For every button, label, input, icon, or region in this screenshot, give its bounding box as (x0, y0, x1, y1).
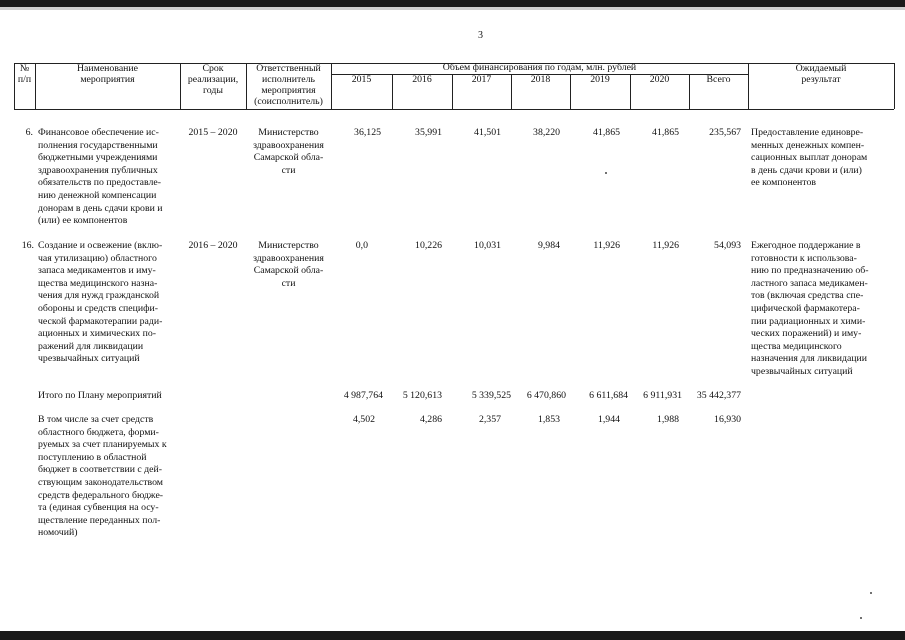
totals-label: Итого по Плану мероприятий (38, 390, 162, 401)
header-bottom-rule (14, 109, 894, 110)
including-line: средств федерального бюдже- (38, 489, 164, 501)
row-name-line: донорам в день сдачи крови и (38, 202, 163, 214)
row-responsible-line: Самарской обла- (253, 265, 324, 277)
header-result: результат (801, 74, 841, 85)
row-value: 41,865 (652, 127, 679, 138)
header-term: Срок (202, 63, 224, 74)
row-total: 235,567 (709, 127, 741, 138)
totals-value: 4 987,764 (343, 390, 383, 401)
header-year: 2017 (471, 74, 492, 85)
row-value: 38,220 (533, 127, 560, 138)
row-responsible-line: Самарской обла- (253, 152, 324, 164)
row-value: 9,984 (537, 240, 560, 251)
row-name-line: чения для нужд гражданской (38, 290, 160, 302)
row-number: 16. (21, 240, 34, 251)
header-responsible: исполнитель (262, 74, 315, 85)
header-year: 2018 (530, 74, 551, 85)
row-name-line: запаса медикаментов и иму- (38, 265, 156, 277)
row-name-line: полнения государственными (38, 139, 158, 151)
including-line: В том числе за счет средств (38, 414, 154, 425)
row-responsible-line: Министерство (258, 127, 319, 138)
row-name-line: ражений для ликвидации (38, 340, 144, 352)
header-col-divider (894, 63, 895, 109)
row-responsible-line: сти (281, 277, 296, 289)
row-name-line: щества медицинского назна- (38, 277, 158, 289)
header-finance-title: Объем финансирования по годам, млн. рублей (442, 62, 637, 73)
row-value: 36,125 (354, 127, 381, 138)
totals-value: 6 470,860 (526, 390, 566, 401)
including-value: 1,944 (597, 414, 620, 425)
row-term: 2015 – 2020 (188, 127, 238, 138)
header-name: Наименование (76, 63, 139, 74)
scan-bottom-border (0, 631, 905, 640)
including-line: та (единая субвенция на осу- (38, 502, 159, 514)
row-name-line: ческой фармакотерапии ради- (38, 315, 163, 327)
row-result-line: Предоставление единовре- (751, 127, 864, 138)
header-term: реализации, (187, 74, 239, 85)
row-value: 35,991 (415, 127, 442, 138)
including-value: 4,286 (419, 414, 442, 425)
scan-speck (605, 172, 607, 174)
totals-value: 5 120,613 (402, 390, 442, 401)
including-line: номочий) (38, 527, 78, 539)
row-name-line: здравоохранения публичных (38, 164, 158, 176)
row-value: 11,926 (652, 240, 679, 251)
header-year: 2020 (649, 74, 670, 85)
row-name-line: Создание и освежение (вклю- (38, 240, 163, 251)
including-line: бюджет в соответствии с дей- (38, 464, 163, 476)
row-number: 6. (25, 127, 33, 138)
including-line: поступлению в областной (38, 451, 147, 463)
totals-value: 5 339,525 (471, 390, 511, 401)
row-name-line: обороны и средств специфи- (38, 303, 158, 314)
header-num-sub: п/п (17, 74, 32, 85)
row-result-line: пии радиационных и хими- (751, 315, 866, 327)
row-result-line: щества медицинского (751, 340, 842, 352)
row-value: 0,0 (355, 240, 368, 251)
totals-total: 35 442,377 (696, 390, 741, 401)
row-name-line: ационных и химических по- (38, 328, 157, 340)
scan-speck (860, 617, 862, 619)
including-value: 2,357 (478, 414, 501, 425)
header-responsible: Ответственный (256, 63, 321, 74)
row-result-line: нию по предназначению об- (751, 265, 869, 277)
row-responsible-line: здравоохранения (253, 139, 324, 151)
row-value: 10,226 (415, 240, 442, 251)
row-term: 2016 – 2020 (188, 240, 238, 251)
row-result-line: готовности к использова- (751, 252, 857, 264)
row-result-line: в день сдачи крови и (или) (751, 164, 862, 176)
row-name-line: обязательств по предоставле- (38, 177, 161, 189)
row-responsible-line: сти (281, 164, 296, 176)
row-name-line: Финансовое обеспечение ис- (38, 127, 159, 138)
header-name: мероприятия (80, 74, 135, 85)
header-year: 2015 (351, 74, 372, 85)
row-result-line: цифической фармакотера- (751, 303, 860, 314)
header-responsible: (соисполнитель) (254, 96, 323, 107)
row-result-line: сационных выплат донорам (751, 152, 868, 164)
header-responsible: мероприятия (261, 85, 316, 96)
row-result-line: ее компонентов (751, 177, 816, 189)
row-value: 41,865 (593, 127, 620, 138)
row-responsible-line: Министерство (258, 240, 319, 251)
totals-value: 6 911,931 (643, 390, 682, 401)
row-value: 41,501 (474, 127, 501, 138)
totals-value: 6 611,684 (589, 390, 628, 401)
page-number: 3 (478, 30, 483, 41)
row-value: 11,926 (593, 240, 620, 251)
including-line: ществление переданных пол- (38, 514, 161, 526)
row-result-line: менных денежных компен- (751, 139, 865, 151)
row-name-line: нию денежной компенсации (38, 190, 157, 201)
including-value: 1,988 (656, 414, 679, 425)
row-result-line: ластного запаса медикамен- (751, 277, 868, 289)
row-value: 10,031 (474, 240, 501, 251)
row-name-line: чрезвычайных ситуаций (38, 353, 140, 365)
including-total: 16,930 (714, 414, 741, 425)
including-line: областного бюджета, форми- (38, 426, 159, 438)
row-result-line: Ежегодное поддержание в (751, 240, 861, 251)
row-result-line: тов (включая средства спе- (751, 290, 864, 302)
row-result-line: ческих поражений) и иму- (751, 328, 862, 340)
including-value: 4,502 (352, 414, 375, 425)
including-line: ствующим законодательством (38, 477, 163, 488)
row-total: 54,093 (714, 240, 741, 251)
row-result-line: назначения для ликвидации (751, 353, 868, 365)
row-name-line: чая утилизацию) областного (38, 252, 157, 264)
header-total: Всего (706, 74, 731, 85)
scan-speck (870, 592, 872, 594)
row-name-line: бюджетными учреждениями (38, 152, 158, 164)
scan-top-border (0, 0, 905, 7)
header-year: 2019 (590, 74, 610, 85)
including-line: руемых за счет планируемых к (38, 439, 167, 451)
header-result: Ожидаемый (795, 63, 847, 74)
header-num: № (19, 63, 30, 74)
header-term: годы (203, 85, 223, 96)
row-name-line: (или) ее компонентов (38, 215, 128, 227)
row-responsible-line: здравоохранения (253, 252, 324, 264)
row-result-line: чрезвычайных ситуаций (751, 366, 853, 377)
header-year: 2016 (412, 74, 432, 85)
including-value: 1,853 (537, 414, 560, 425)
